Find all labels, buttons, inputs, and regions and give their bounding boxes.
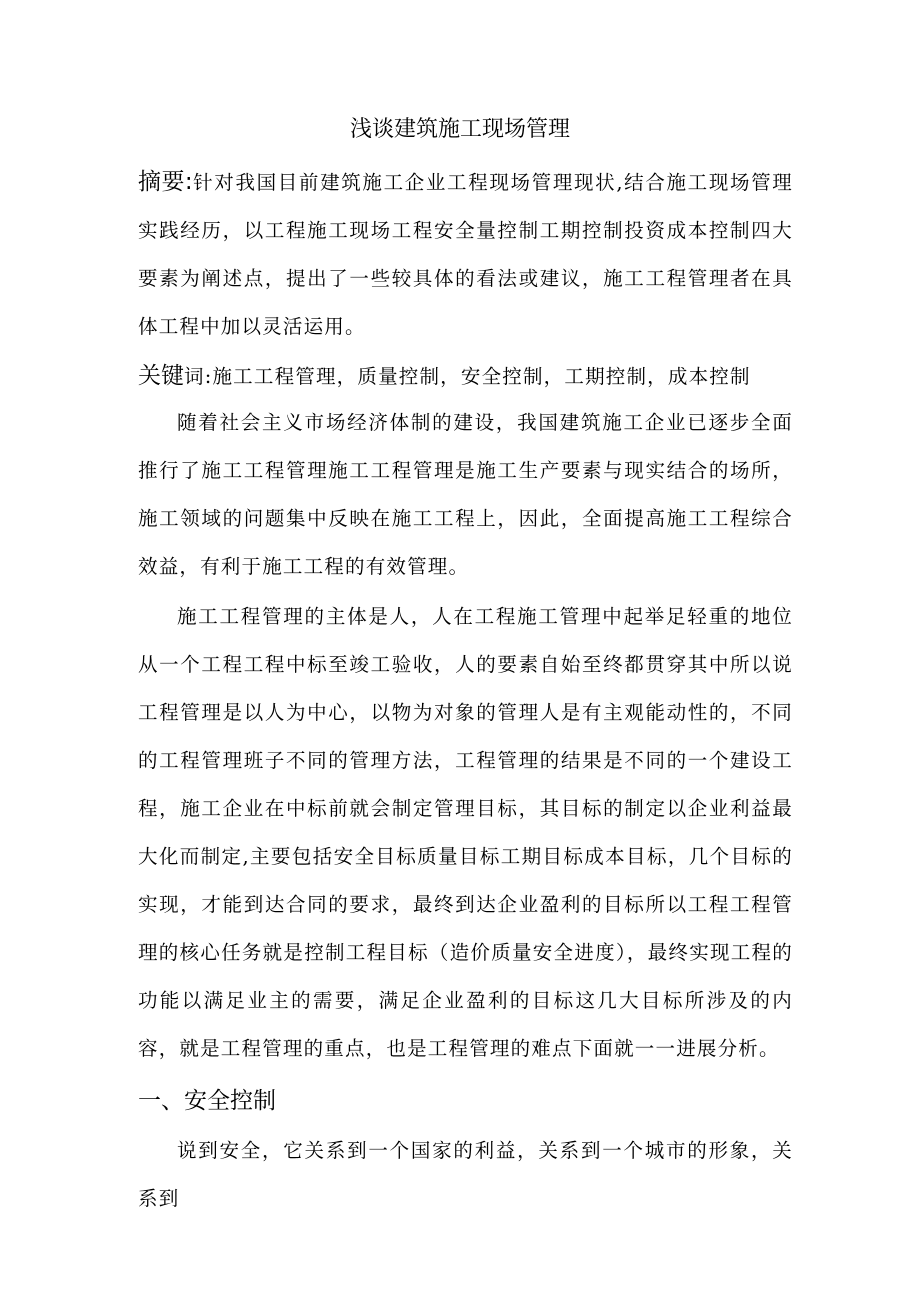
abstract-text: 针对我国目前建筑施工企业工程现场管理现状,结合施工现场管理实践经历，以工程施工现场工程安全量控制工期控制投资成本控制四大要素为阐述点，提出了一些较具体的看法或建议，施工工程管理者在具体工程中加以灵活运用。 [138,171,794,338]
abstract-paragraph [138,158,793,351]
keywords-text: 词:施工工程管理，质量控制，安全控制，工期控制，成本控制 [184,365,751,388]
section-1-paragraph: 说到安全，它关系到一个国家的利益，关系到一个城市的形象，关系到 [138,1139,793,1210]
keywords-label: 关键 [138,363,184,389]
body-paragraph-2: 施工工程管理的主体是人，人在工程施工管理中起举足轻重的地位从一个工程工程中标至竣工验收，人的要素自始至终都贯穿其中所以说工程管理是以人为中心，以物为对象的管理人是有主观能动性的，不同的工程管理班子不同的管理方法，工程管理的结果是不同的一个建设工程，施工企业在中标前就会制定管理目标，其目标的制定以企业利益最大化而制定,主要包括安全目标质量目标工期目标成本目标，几个目标的实现，才能到达合同的要求，最终到达企业盈利的目标所以工程工程管理的核心任务就是控制工程目标（造价质量安全进度），最终实现工程的功能以满足业主的需要，满足企业盈利的目标这几大目标所涉及的内容，就是工程管理的重点，也是工程管理的难点下面就一一进展分析。 [138,605,793,1060]
section-heading-safety-control: 一、安全控制 [138,1088,276,1114]
document-title: 浅谈建筑施工现场管理 [349,117,570,142]
keywords-line [138,352,793,401]
body-paragraph-1: 随着社会主义市场经济体制的建设，我国建筑施工企业已逐步全面推行了施工工程管理施工工程管理是施工生产要素与现实结合的场所，施工领域的问题集中反映在施工工程上，因此，全面提高施工工程综合效益，有利于施工工程的有效管理。 [138,411,793,578]
abstract-label: 摘要: [138,169,193,195]
